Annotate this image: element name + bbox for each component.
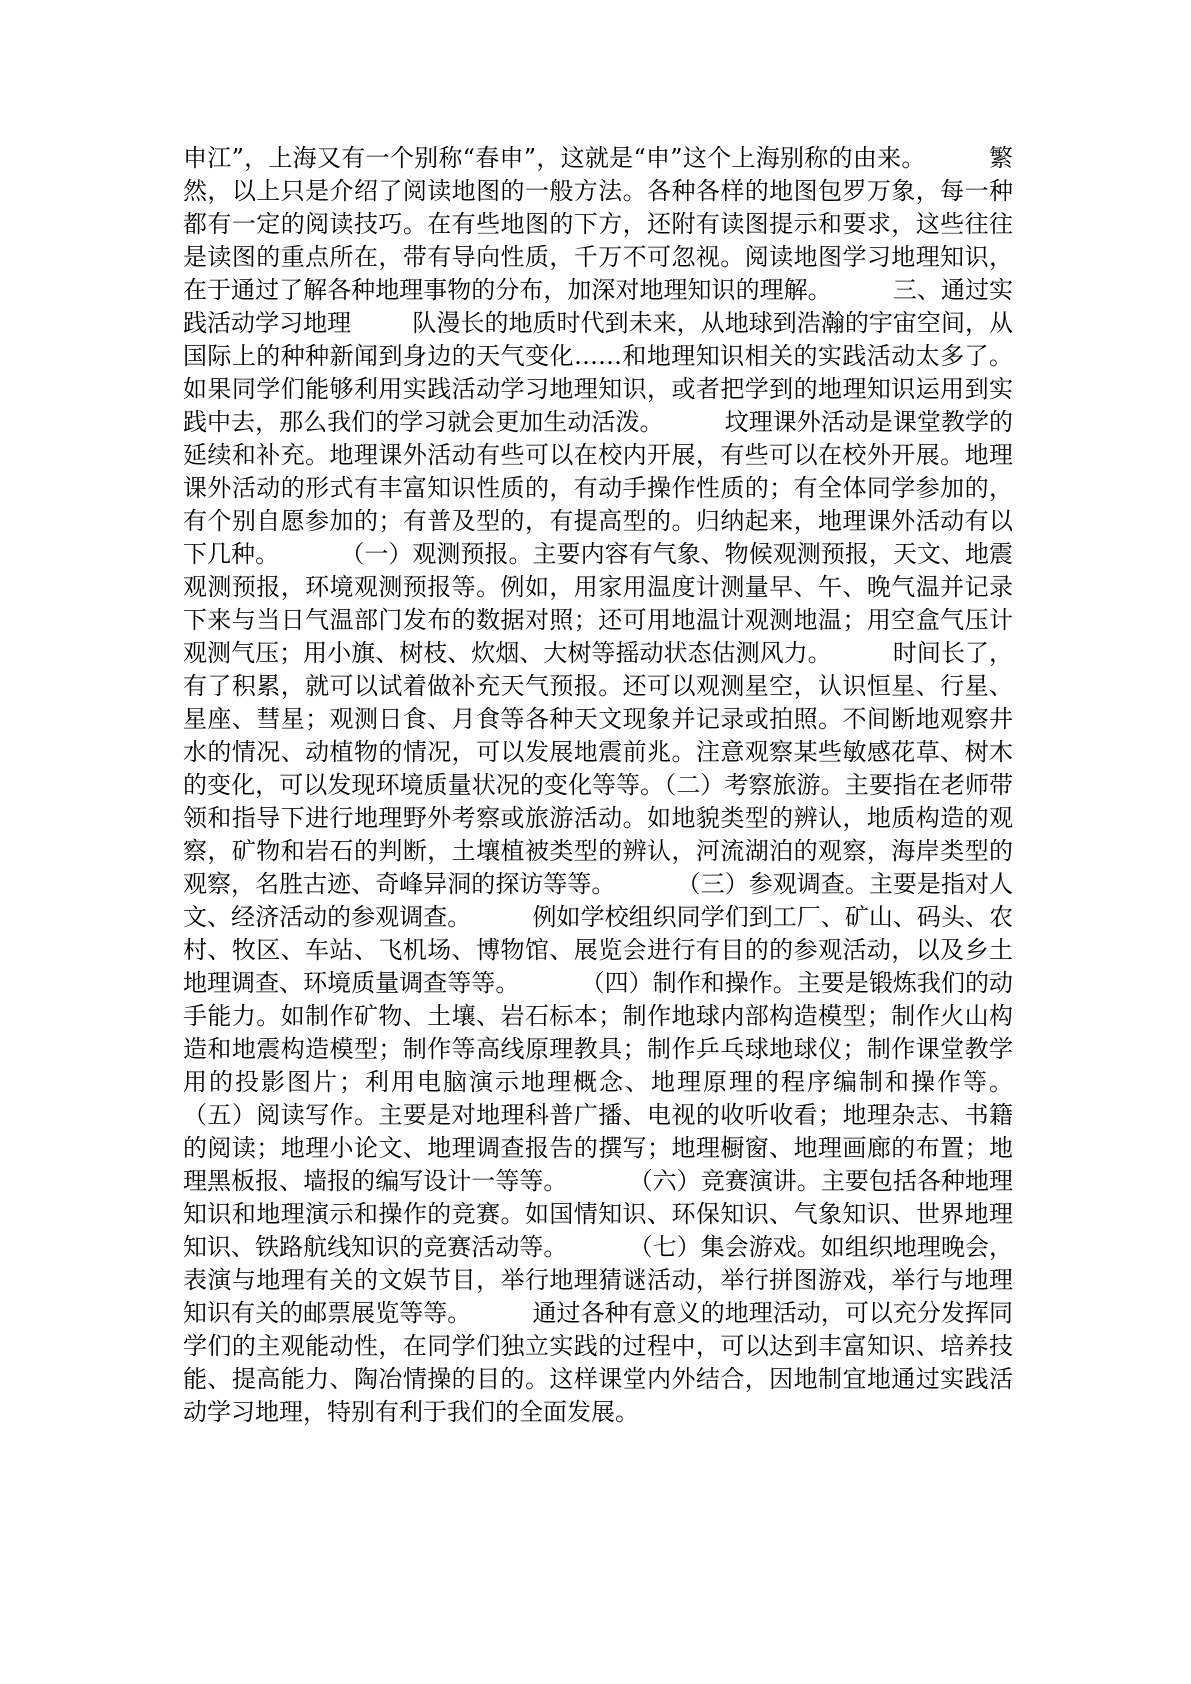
body-text: 申江”，上海又有一个别称“春申”，这就是“申”这个上海别称的由来。 繁然，以上只是介绍了阅读地图的一般方法。各种各样的地图包罗万象，每一种都有一定的阅读技巧。在有些地图的下方，还附有读图提示和要求，这些往往是读图的重点所在，带有导向性质，千万不可忽视。阅读地图学习地理知识，在于通过了解各种地理事物的分布，加深对地理知识的理解。 三、通过实践活动学习地理 队漫长的地质时代到未来，从地球到浩瀚的宇宙空间，从国际上的种种新闻到身边的天气变化……和地理知识相关的实践活动太多了。如果同学们能够利用实践活动学习地理知识，或者把学到的地理知识运用到实践中去，那么我们的学习就会更加生动活泼。 坟理课外活动是课堂教学的延续和补充。地理课外活动有些可以在校内开展，有些可以在校外开展。地理课外活动的形式有丰富知识性质的，有动手操作性质的；有全体同学参加的，有个别自愿参加的；有普及型的，有提高型的。归纳起来，地理课外活动有以下几种。 （一）观测预报。主要内容有气象、物候观测预报，天文、地震观测预报，环境观测预报等。例如，用家用温度计测量早、午、晚气温并记录下来与当日气温部门发布的数据对照；还可用地温计观测地温；用空盒气压计观测气压；用小旗、树枝、炊烟、大树等摇动状态估测风力。 时间长了，有了积累，就可以试着做补充天气预报。还可以观测星空，认识恒星、行星、星座、彗星；观测日食、月食等各种天文现象并记录或拍照。不间断地观察井水的情况、动植物的情况，可以发展地震前兆。注意观察某些敏感花草、树木的变化，可以发现环境质量状况的变化等等。（二）考察旅游。主要指在老师带领和指导下进行地理野外考察或旅游活动。如地貌类型的辨认，地质构造的观察，矿物和岩石的判断，土壤植被类型的辨认，河流湖泊的观察，海岸类型的观察，名胜古迹、奇峰异洞的探访等等。 （三）参观调查。主要是指对人文、经济活动的参观调查。 例如学校组织同学们到工厂、矿山、码头、农村、牧区、车站、飞机场、博物馆、展览会进行有目的的参观活动，以及乡土地理调查、环境质量调查等等。 （四）制作和操作。主要是锻炼我们的动手能力。如制作矿物、土壤、岩石标本；制作地球内部构造模型；制作火山构造和地震构造模型；制作等高线原理教具；制作乒乓球地球仪；制作课堂教学用的投影图片；利用电脑演示地理概念、地理原理的程序编制和操作等。 （五）阅读写作。主要是对地理科普广播、电视的收听收看；地理杂志、书籍的阅读；地理小论文、地理调查报告的撰写；地理橱窗、地理画廊的布置；地理黑板报、墙报的编写设计一等等。 （六）竞赛演讲。主要包括各种地理知识和地理演示和操作的竞赛。如国情知识、环保知识、气象知识、世界地理知识、铁路航线知识的竞赛活动等。 （七）集会游戏。如组织地理晚会，表演与地理有关的文娱节目，举行地理猜谜活动，举行拼图游戏，举行与地理知识有关的邮票展览等等。 通过各种有意义的地理活动，可以充分发挥同学们的主观能动性，在同学们独立实践的过程中，可以达到丰富知识、培养技能、提高能力、陶冶情操的目的。这样课堂内外结合，因地制宜地通过实践活动学习地理，特别有利于我们的全面发展。 xyxy=(183,144,1075,1426)
